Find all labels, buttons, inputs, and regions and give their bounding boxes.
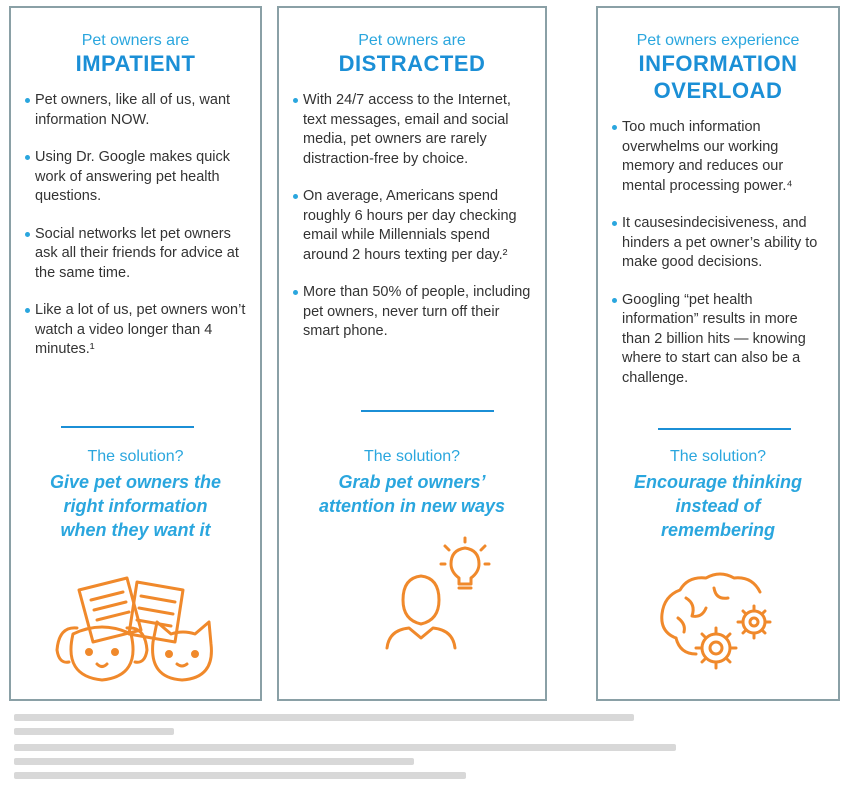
- list-item: On average, Americans spend roughly 6 hours per day checking email while Millennials spend around 2 hours texting per day.²: [303, 187, 533, 265]
- list-item: Googling “pet health information” results in more than 2 billion hits — knowing where to start can also be a challenge.: [622, 291, 826, 389]
- list-item: More than 50% of people, including pet owners, never turn off their smart phone.: [303, 283, 533, 342]
- bullet-list: [11, 91, 260, 360]
- panel-heading-small: Pet owners are: [358, 32, 466, 49]
- list-item: Like a lot of us, pet owners won’t watch a video longer than 4 minutes.¹: [35, 301, 248, 360]
- brain-gears-icon: [656, 568, 786, 680]
- solution-label: The solution?: [669, 448, 767, 465]
- footnote-placeholder: [14, 758, 414, 765]
- footnote-placeholder: [14, 728, 174, 735]
- list-item: Pet owners, like all of us, want information NOW.: [35, 91, 248, 130]
- panel-heading-small: Pet owners experience: [636, 32, 800, 49]
- divider: [658, 428, 791, 430]
- panel-heading-big: INFORMATION OVERLOAD: [638, 51, 798, 103]
- solution-text: Encourage thinking instead of remembering: [633, 472, 802, 540]
- panel-heading-big: DISTRACTED: [338, 51, 486, 76]
- solution-text: Give pet owners the right information when they want it: [49, 472, 222, 540]
- divider: [361, 410, 494, 412]
- footnote-placeholder: [14, 714, 634, 721]
- list-item: It causesindecisiveness, and hinders a pet owner’s ability to make good decisions.: [622, 214, 826, 273]
- solution-label: The solution?: [87, 448, 184, 465]
- footnote-placeholder: [14, 772, 466, 779]
- bullet-list: [598, 118, 838, 388]
- panel-impatient: [9, 6, 262, 701]
- panel-heading-big: IMPATIENT: [75, 51, 196, 76]
- solution-label: The solution?: [363, 448, 461, 465]
- panel-information-overload: [596, 6, 840, 701]
- footnote-placeholder: [14, 744, 676, 751]
- person-lightbulb-icon: [379, 536, 499, 656]
- panel-distracted: [277, 6, 547, 701]
- list-item: Too much information overwhelms our working memory and reduces our mental processing power.⁴: [622, 118, 826, 196]
- list-item: Social networks let pet owners ask all their friends for advice at the same time.: [35, 225, 248, 284]
- documents-dog-cat-icon: [49, 568, 219, 688]
- solution-text: Grab pet owners’ attention in new ways: [318, 472, 506, 516]
- list-item: Using Dr. Google makes quick work of answering pet health questions.: [35, 148, 248, 207]
- panel-heading-small: Pet owners are: [81, 32, 190, 49]
- divider: [61, 426, 194, 428]
- bullet-list: [279, 91, 545, 342]
- list-item: With 24/7 access to the Internet, text messages, email and social media, pet owners are rarely distraction-free by choice.: [303, 91, 533, 169]
